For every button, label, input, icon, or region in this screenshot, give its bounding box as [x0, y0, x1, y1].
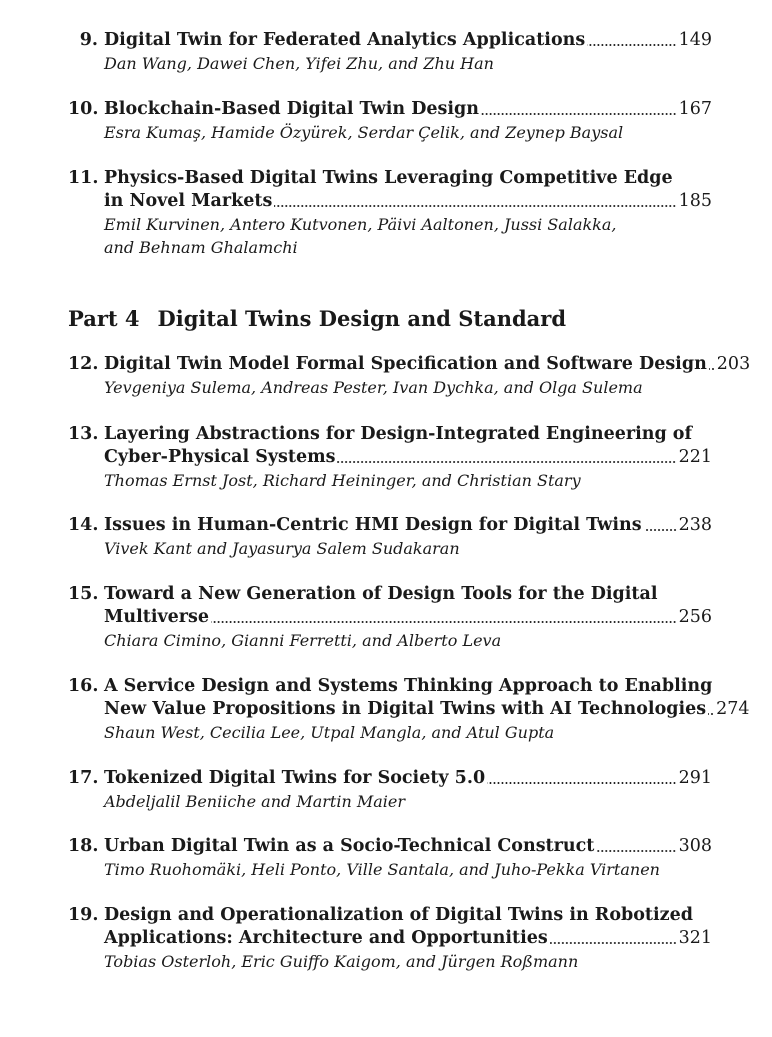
page-number: 167: [678, 99, 712, 119]
part-title: Digital Twins Design and Standard: [157, 306, 567, 331]
dot-leader: [587, 43, 676, 47]
toc-entry-chapter-17: [68, 767, 712, 813]
chapter-number: 12.: [68, 354, 99, 374]
chapter-title: Issues in Human-Centric HMI Design for Digital Twins: [104, 515, 642, 535]
toc-entry-chapter-14: [68, 514, 712, 560]
chapter-title: Toward a New Generation of Design Tools for the Digital: [104, 584, 658, 604]
page-number: 256: [678, 607, 712, 627]
chapter-number: 15.: [68, 584, 99, 604]
chapter-authors: Timo Ruohomäki, Heli Ponto, Ville Santala, and Juho-Pekka Virtanen: [104, 860, 660, 879]
chapter-number: 18.: [68, 836, 99, 856]
chapter-number: 9.: [79, 30, 98, 50]
dot-leader: [337, 460, 676, 464]
chapter-title-line: [68, 423, 712, 446]
page-number: 185: [678, 191, 712, 211]
dot-leader: [550, 941, 677, 945]
chapter-number: 13.: [68, 424, 99, 444]
dot-leader: [481, 112, 677, 116]
chapter-title-continued: Applications: Architecture and Opportunities: [104, 928, 548, 948]
chapter-title-line: [68, 698, 750, 721]
page-number: 291: [678, 768, 712, 788]
chapter-title-line: [68, 167, 712, 190]
toc-entry-chapter-13: [68, 423, 712, 492]
chapter-title-line: [68, 190, 712, 213]
toc-entry-chapter-16: [68, 675, 750, 744]
chapter-authors: Vivek Kant and Jayasurya Salem Sudakaran: [104, 539, 460, 558]
chapter-title-continued: Multiverse: [104, 607, 209, 627]
toc-entry-chapter-12: [68, 353, 751, 399]
chapter-title-line: [68, 927, 712, 950]
chapter-title: Digital Twin for Federated Analytics Applications: [104, 30, 586, 50]
chapter-number: 16.: [68, 676, 99, 696]
page-number: 321: [678, 928, 712, 948]
chapter-number: 14.: [68, 515, 99, 535]
chapter-title: Blockchain-Based Digital Twin Design: [104, 99, 479, 119]
chapter-title-line: [68, 675, 712, 698]
chapter-title-continued: in Novel Markets: [104, 191, 273, 211]
dot-leader: [274, 204, 676, 208]
chapter-authors: Dan Wang, Dawei Chen, Yifei Zhu, and Zhu Han: [104, 54, 494, 73]
chapter-title-line: [68, 835, 712, 858]
chapter-number: 11.: [68, 168, 99, 188]
page-number: 274: [716, 699, 750, 719]
chapter-title: Design and Operationalization of Digital Twins in Robotized: [104, 905, 693, 925]
chapter-title-line: [68, 446, 712, 469]
part-heading: [68, 305, 566, 333]
chapter-authors: Esra Kumaş, Hamide Özyürek, Serdar Çelik, and Zeynep Baysal: [104, 123, 624, 142]
part-label: Part 4: [68, 306, 140, 331]
dot-leader: [596, 849, 676, 853]
page-number: 238: [678, 515, 712, 535]
chapter-authors-continued: and Behnam Ghalamchi: [104, 238, 298, 257]
chapter-title-line: [68, 767, 712, 790]
toc-entry-chapter-18: [68, 835, 712, 881]
chapter-title-line: [68, 29, 712, 52]
toc-entry-chapter-9: [68, 29, 712, 75]
chapter-authors: Emil Kurvinen, Antero Kutvonen, Päivi Aaltonen, Jussi Salakka,: [104, 215, 617, 234]
page-number: 149: [678, 30, 712, 50]
chapter-authors: Thomas Ernst Jost, Richard Heininger, and Christian Stary: [104, 471, 581, 490]
toc-entry-chapter-11: [68, 167, 712, 259]
chapter-number: 19.: [68, 905, 99, 925]
chapter-authors: Abdeljalil Beniiche and Martin Maier: [104, 792, 405, 811]
chapter-title: Tokenized Digital Twins for Society 5.0: [104, 768, 486, 788]
chapter-title-line: [68, 98, 712, 121]
chapter-title-line: [68, 353, 751, 376]
dot-leader: [487, 781, 676, 785]
chapter-title: Layering Abstractions for Design-Integrated Engineering of: [104, 424, 692, 444]
chapter-title: Physics-Based Digital Twins Leveraging Competitive Edge: [104, 168, 673, 188]
dot-leader: [211, 620, 677, 624]
chapter-authors: Shaun West, Cecilia Lee, Utpal Mangla, and Atul Gupta: [104, 723, 555, 742]
dot-leader: [708, 712, 714, 716]
dot-leader: [644, 528, 677, 532]
chapter-authors: Tobias Osterloh, Eric Guiffo Kaigom, and Jürgen Roßmann: [104, 952, 579, 971]
chapter-title-line: [68, 514, 712, 537]
dot-leader: [709, 367, 715, 371]
toc-entry-chapter-10: [68, 98, 712, 144]
chapter-authors: Chiara Cimino, Gianni Ferretti, and Alberto Leva: [104, 631, 502, 650]
page-number: 203: [716, 354, 751, 374]
chapter-title-line: [68, 606, 712, 629]
chapter-number: 10.: [68, 99, 99, 119]
chapter-title-line: [68, 904, 712, 927]
chapter-title: Urban Digital Twin as a Socio-Technical Construct: [104, 836, 595, 856]
toc-entry-chapter-19: [68, 904, 712, 973]
chapter-title-line: [68, 583, 712, 606]
chapter-title-continued: Cyber-Physical Systems: [104, 447, 336, 467]
page-number: 221: [678, 447, 712, 467]
chapter-title-continued: New Value Propositions in Digital Twins with AI Technologies: [104, 699, 707, 719]
toc-entry-chapter-15: [68, 583, 712, 652]
chapter-number: 17.: [68, 768, 99, 788]
chapter-authors: Yevgeniya Sulema, Andreas Pester, Ivan Dychka, and Olga Sulema: [104, 378, 643, 397]
chapter-title: Digital Twin Model Formal Specification and Software Design: [104, 354, 707, 374]
chapter-title: A Service Design and Systems Thinking Approach to Enabling: [104, 676, 713, 696]
page-number: 308: [678, 836, 712, 856]
